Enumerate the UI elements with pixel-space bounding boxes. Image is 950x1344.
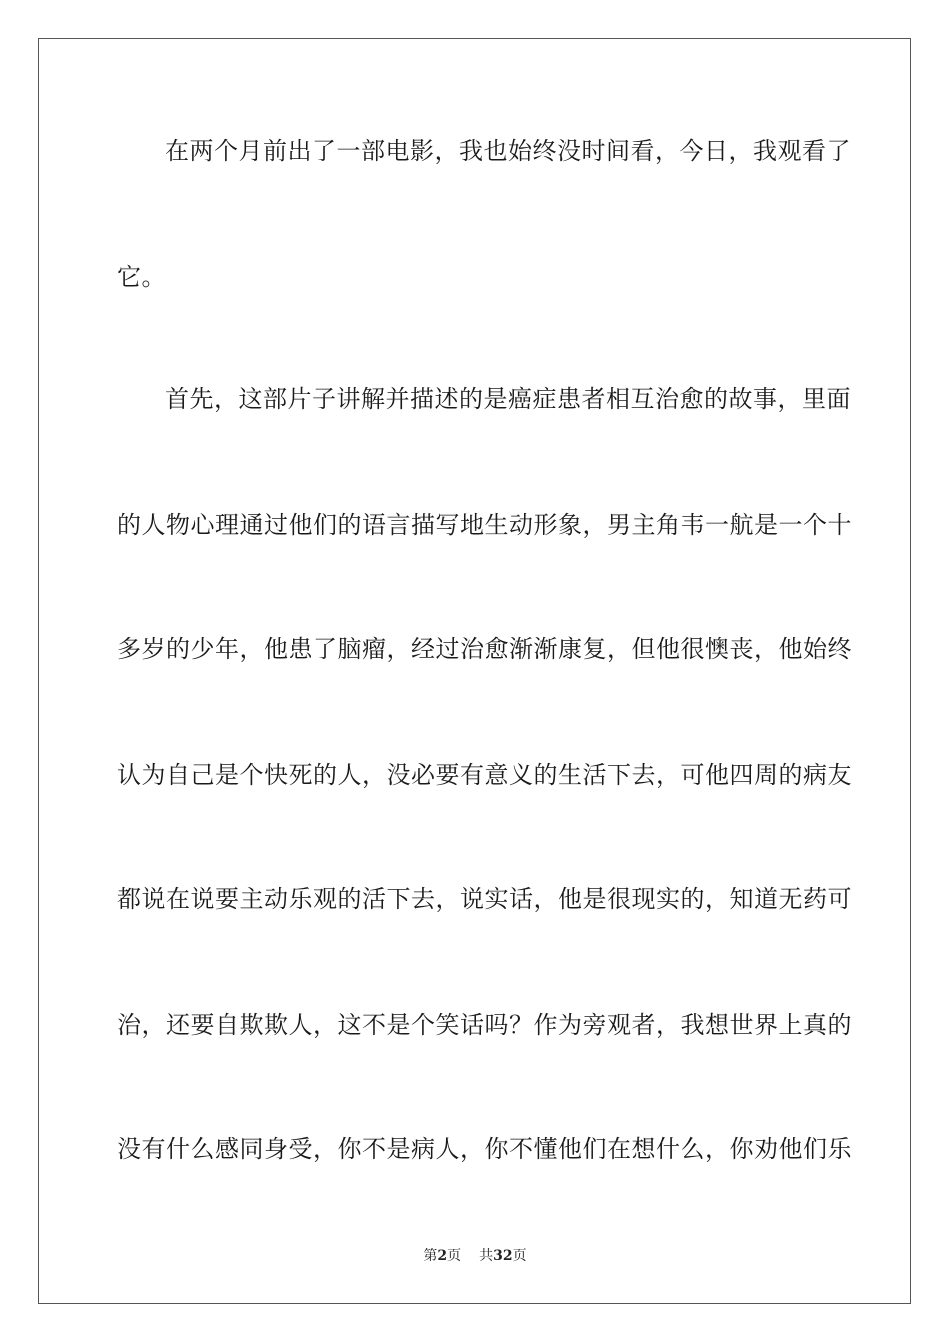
page-frame [38,38,911,1304]
paragraph-2-line-1: 首先，这部片子讲解并描述的是癌症患者相互治愈的故事，里面 [165,385,851,413]
paragraph-2-line-3: 多岁的少年，他患了脑瘤，经过治愈渐渐康复，但他很懊丧，他始终 [117,635,852,663]
page-number-suffix: 页 [447,1248,462,1264]
paragraph-2-line-4: 认为自己是个快死的人，没必要有意义的生活下去，可他四周的病友 [117,761,852,789]
total-pages-prefix: 共 [479,1248,494,1264]
total-pages-suffix: 页 [512,1248,527,1264]
page-number-prefix: 第 [423,1248,438,1264]
page-footer [0,1247,950,1265]
paragraph-2-line-5: 都说在说要主动乐观的活下去，说实话，他是很现实的，知道无药可 [117,885,852,913]
page-number: 2 [437,1248,448,1264]
total-pages: 32 [493,1248,513,1264]
paragraph-2-line-2: 的人物心理通过他们的语言描写地生动形象，男主角韦一航是一个十 [117,511,852,539]
paragraph-2-line-6: 治，还要自欺欺人，这不是个笑话吗？作为旁观者，我想世界上真的 [117,1011,852,1039]
paragraph-2-line-7: 没有什么感同身受，你不是病人，你不懂他们在想什么，你劝他们乐 [117,1135,852,1163]
paragraph-1-line-1: 在两个月前出了一部电影，我也始终没时间看，今日，我观看了 [165,137,851,165]
paragraph-1-line-2: 它。 [117,263,166,291]
